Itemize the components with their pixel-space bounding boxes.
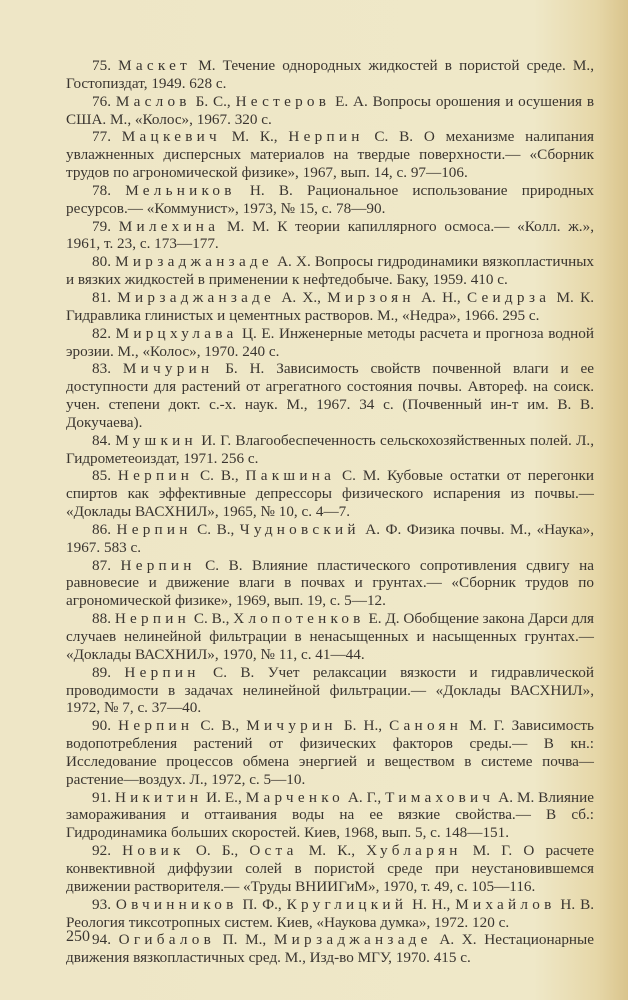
author-name: Мирзаджанзаде [115,253,273,271]
page-number: 250 [66,928,90,945]
entry-text: М. Течение однородных жидкостей в пористой среде. М., Гостопиздат, 1949. 628 с. [66,57,595,92]
bibliography-entry [66,93,594,129]
entry-text: А. Н., [414,288,467,306]
entry-text: 94. [92,931,119,949]
author-name: Мичурин [122,360,214,378]
entry-text: Б. Н., [336,717,390,735]
entry-text: А. Ф. Физика почвы. М., «Наука», 1967. 583 с. [66,520,594,556]
bibliography-entry [66,610,594,664]
author-name: Маслов [115,92,191,110]
author-name: Мирзаджанзаде [273,931,432,949]
author-name: Пакшина [245,467,336,485]
bibliography-entry [66,557,594,611]
entry-text: М. Г. О расчете конвективной диффузии солей в пористой среде при неустановившемся движении растворителя.— «Труды ВНИИГиМ», 1970, т. 49, с. 105—116. [66,842,594,895]
author-name: Михайлов [455,895,556,913]
entry-text: М. К. Гидравлика глинистых и цементных растворов. М., «Недра», 1966. 295 с. [66,288,595,324]
entry-text: 92. [92,842,123,860]
entry-text: А. М. Влияние замораживания и оттаивания воды на ее вязкие свойства.— В сб.: Гидродинамика больших скоростей. Киев, 1968, вып. 5, с. 148—151. [66,788,595,842]
author-name: Хлопотенков [233,610,365,628]
bibliography-entry [66,182,594,218]
entry-text: Б. С., [190,92,236,110]
entry-text: 91. [92,788,115,806]
author-name: Хубларян [366,842,462,860]
author-name: Нерпин [114,610,191,628]
bibliography-entry [66,253,594,289]
entry-text: Н. В. Рациональное использование природных ресурсов.— «Коммунист», 1973, № 15, с. 78—90. [66,181,594,217]
entry-text: Н. Н., [407,895,456,913]
author-name: Нерпин [288,128,364,146]
author-name: Нестеров [235,92,331,110]
author-name: Тимахович [385,788,495,806]
bibliography-entry [66,325,594,361]
entry-text: С. В. Учет релаксации вязкости и гидравлической проводимости в задачах нелинейной фильтрации.— «Доклады ВАСХНИЛ», 1972, № 7, с. 37—40. [66,663,594,717]
bibliography-entry [66,789,594,843]
entry-text: 82. [92,324,116,342]
author-name: Нерпин [117,467,194,485]
entry-text: 79. [92,217,119,235]
entry-text: И. Г. Влагообеспеченность сельскохозяйственных полей. Л., Гидрометеоиздат, 1971. 256 с. [66,431,595,467]
entry-text: С. В., [190,610,234,628]
bibliography-entry [66,360,594,431]
entry-text: 76. [92,92,116,110]
bibliography-entry [66,289,594,325]
entry-text: 75. [92,57,119,74]
entry-text: 83. [92,360,123,378]
entry-text: 90. [92,717,119,735]
entry-text: М. К., [220,128,289,146]
author-name: Мушкин [115,431,197,449]
entry-text: Б. Н. Зависимость свойств почвенной влаги и ее доступности для растений от агрегатного состояния почвы. Автореф. на соиск. учен. степени докт. с.-х. наук. М., 1967. 34 с. (Почвенный ин-т им. В. В. Докучаева). [66,360,594,431]
entry-text: С. М. Кубовые остатки от перегонки спиртов как эффективные депрессоры физического испарения из почвы.— «Доклады ВАСХНИЛ», 1965, № 10, с. 4—7. [66,467,595,521]
author-name: Чудновский [239,520,360,538]
entry-text: П. Ф., [237,895,287,913]
author-name: Милехина [118,217,220,235]
author-name: Мирзоян [327,288,415,306]
author-name: Овчинников [115,895,238,913]
author-name: Мирзаджанзаде [117,288,276,306]
entry-text: 81. [92,288,118,306]
author-name: Круглицкий [286,895,408,913]
entry-text: 78. [92,181,126,199]
author-name: Никитин [114,788,203,806]
entry-text: Е. А. Вопросы орошения и осушения в США. М., «Колос», 1967. 320 с. [66,92,594,128]
bibliography-entry [66,842,594,896]
entry-text: 85. [92,467,118,485]
bibliography-entry [66,128,594,182]
entry-text: 84. [92,431,116,449]
entry-text: Ц. Е. Инженерные методы расчета и прогноза водной эрозии. М., «Колос», 1970. 240 с. [66,324,595,360]
bibliography-list [66,57,594,967]
entry-text: А. Х. Нестационарные движения вязкопластичных сред. М., Изд-во МГУ, 1970. 415 с. [66,931,594,967]
author-name: Оста [249,842,298,860]
author-name: Сеидрза [466,288,551,306]
bibliography-entry [66,218,594,254]
bibliography-entry [66,896,594,932]
entry-text: 86. [92,520,117,538]
bibliography-entry [66,931,594,967]
entry-text: 88. [92,610,115,628]
entry-text: С. В. О механизме налипания увлажненных дисперсных материалов на твердые поверхности.— «Сборник трудов по агрономической физике», 1967, вып. 14, с. 97—106. [66,128,594,182]
author-name: Нерпин [124,663,200,681]
bibliography-entry [66,717,594,788]
author-name: Мичурин [246,717,337,735]
entry-text: С. В., [193,717,247,735]
bibliography-entry [66,432,594,468]
author-name: Саноян [389,717,463,735]
author-name: Огибалов [118,931,215,949]
author-name: Марченко [245,788,344,806]
entry-text: М. Г. Зависимость водопотребления растений от физических факторов среды.— В кн.: Исследование процессов обмена энергией и веществом в системе почва—растение—воздух. Л., 1972, с. 5—10. [66,717,594,788]
entry-text: П. М., [215,931,274,949]
entry-text: 93. [92,895,116,913]
bibliography-entry [66,664,594,718]
entry-text: 87. [92,556,121,574]
author-name: Мацкевич [121,128,221,146]
entry-text: 80. [92,253,116,271]
entry-text: А. Х. Вопросы гидродинамики вязкопластичных и вязких жидкостей в применении к нефтедобыче. Баку, 1959. 410 с. [66,253,595,289]
entry-text: А. Х., [275,288,328,306]
entry-text: М. М. К теории капиллярного осмоса.— «Колл. ж.», 1961, т. 23, с. 173—177. [66,217,594,253]
author-name: Нерпин [116,520,192,538]
author-name: Новик [122,842,185,860]
author-name: Нерпин [118,717,194,735]
entry-text: 77. [92,128,122,146]
entry-text: С. В., [191,520,240,538]
entry-text: О. Б., [184,842,250,860]
bibliography-entry [66,521,594,557]
entry-text: А. Г., [343,788,386,806]
entry-text: 89. [92,663,125,681]
bibliography-entry [66,467,594,521]
entry-text: И. Е., [202,788,246,806]
entry-text: М. К., [297,842,367,860]
author-name: Мельников [125,181,236,199]
entry-text: Е. Д. Обобщение закона Дарси для случаев нелинейной фильтрации в ненасыщенных и насыщенных грунтах.— «Доклады ВАСХНИЛ», 1970, № 11, с. 41—44. [66,610,595,663]
bibliography-entry [66,57,594,93]
entry-text: С. В., [193,467,246,485]
entry-text: Н. В. Реология тиксотропных систем. Киев, «Наукова думка», 1972. 120 с. [66,895,594,931]
entry-text: С. В. Влияние пластического сопротивления сдвигу на равновесие и движение влаги в почвах и грунтах.— «Сборник трудов по агрономической физике», 1969, вып. 19, с. 5—12. [66,556,594,610]
author-name: Нерпин [120,556,196,574]
author-name: Мирцхулава [115,324,238,342]
author-name: Маскет [118,57,192,74]
